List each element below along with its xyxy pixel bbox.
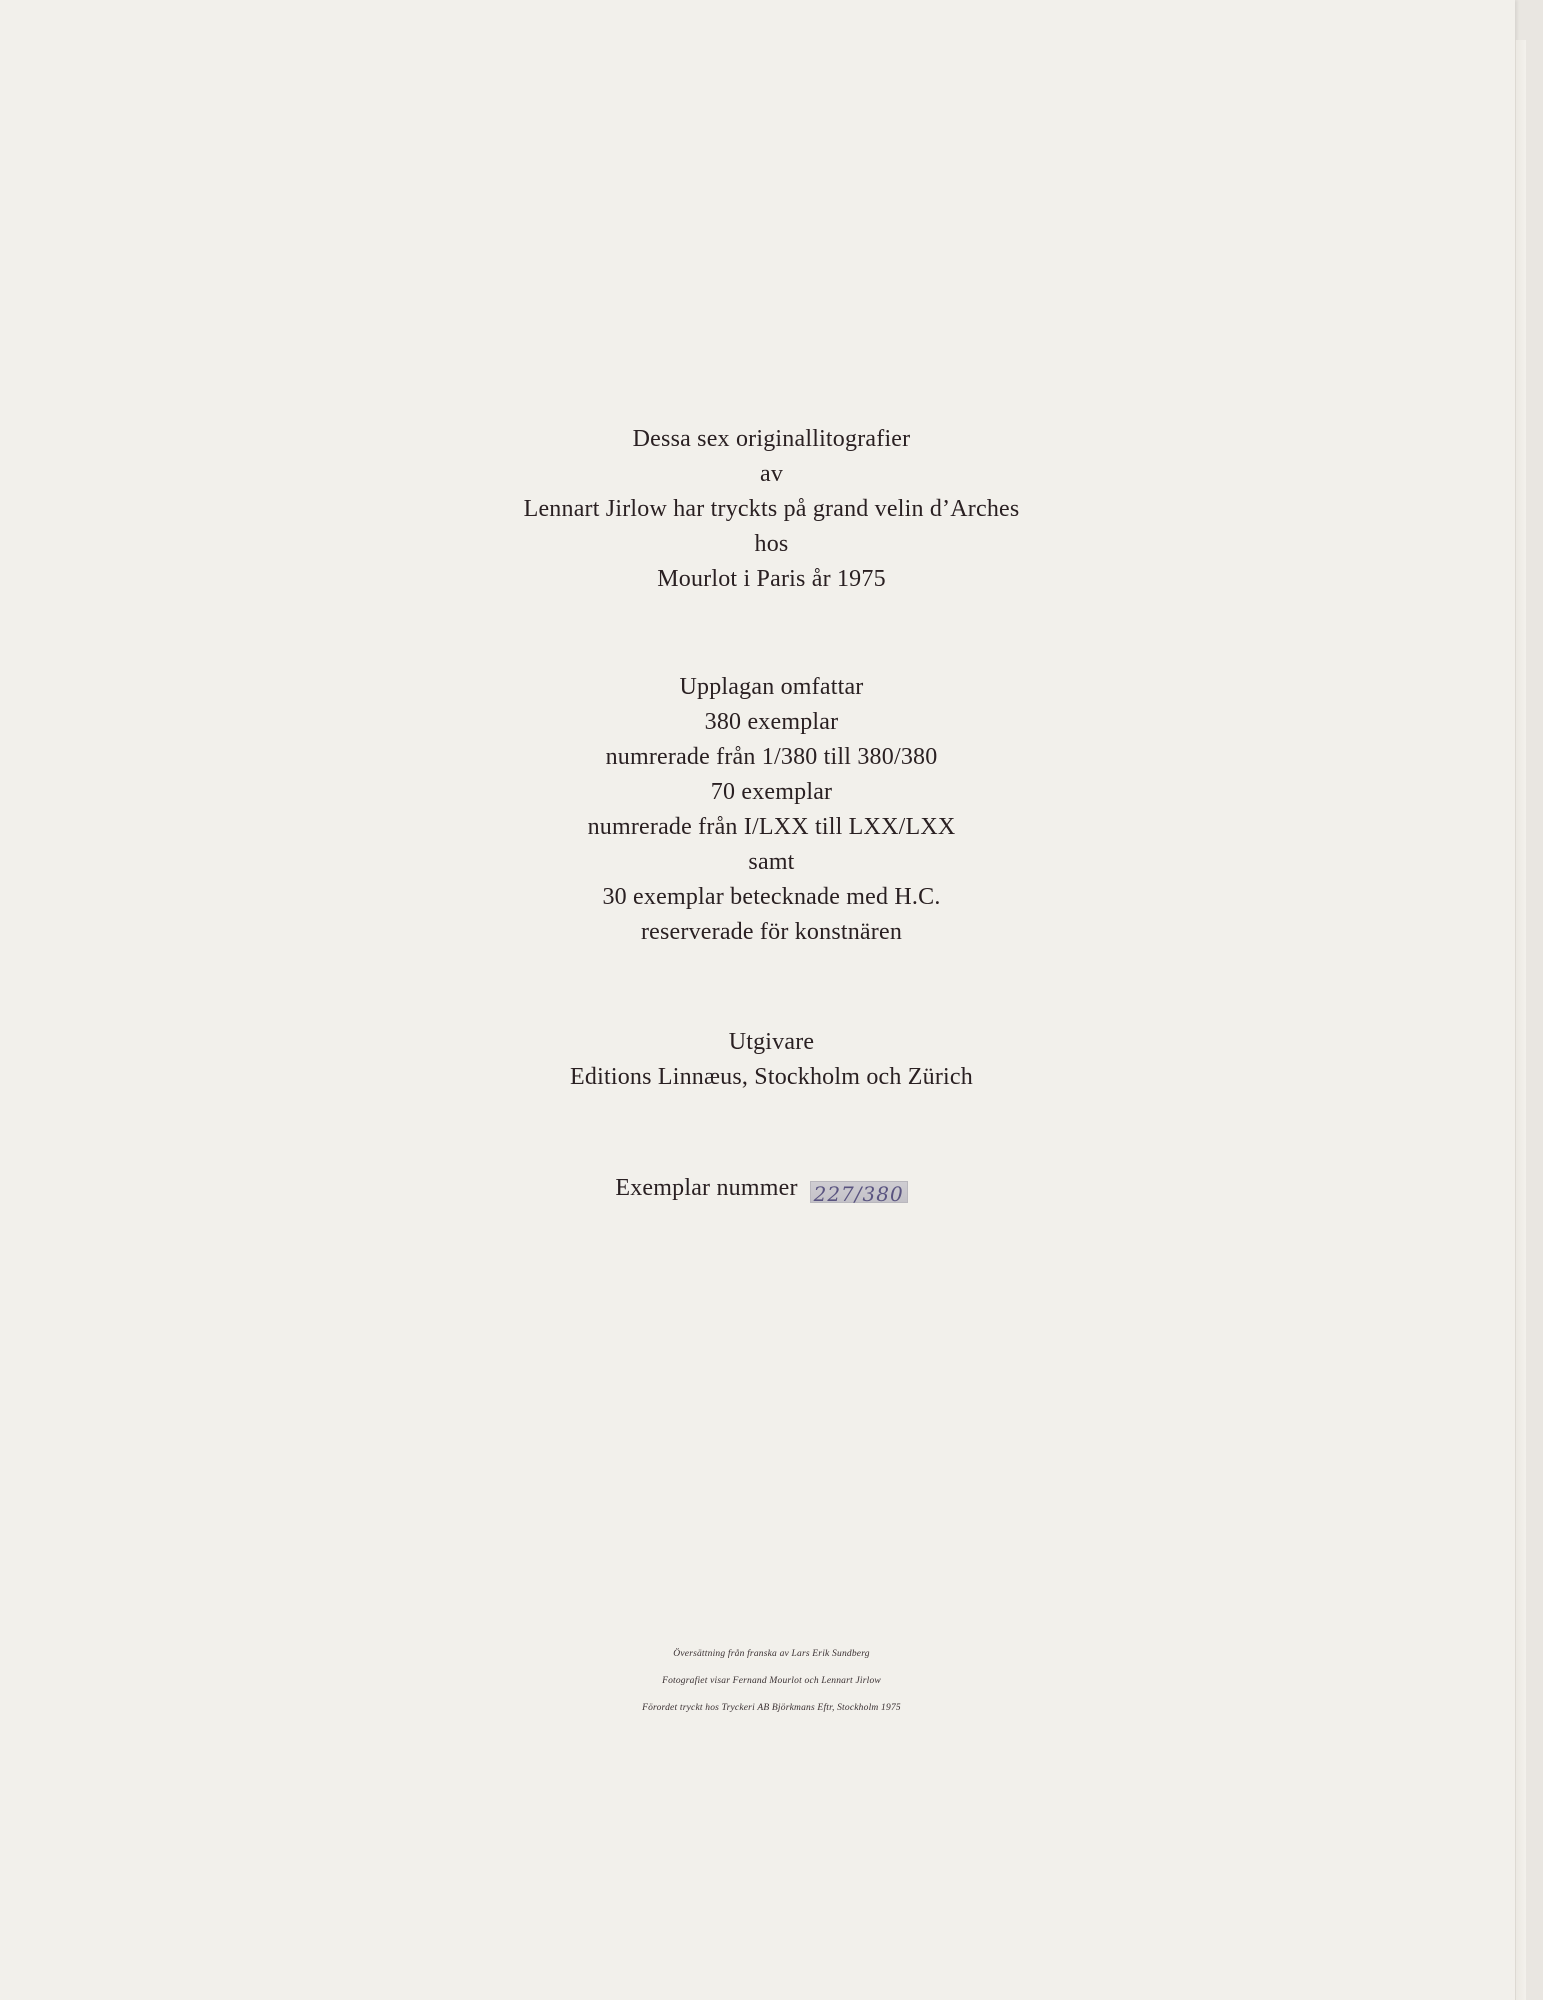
- edition-line: numrerade från I/LXX till LXX/LXX: [587, 814, 956, 840]
- intro-line: av: [759, 461, 784, 487]
- copy-number-label: Exemplar nummer: [615, 1175, 798, 1201]
- edition-line: 30 exemplar betecknade med H.C.: [602, 884, 941, 910]
- publisher-statement: [0, 1025, 1543, 1095]
- intro-line: Mourlot i Paris år 1975: [657, 566, 886, 592]
- edition-line: reserverade för konstnären: [640, 919, 903, 945]
- intro-line: Lennart Jirlow har tryckts på grand velin d’Arches: [523, 496, 1020, 522]
- publisher-name: Editions Linnæus, Stockholm och Zürich: [570, 1064, 973, 1090]
- credit-line: Förordet tryckt hos Tryckeri AB Björkmans Eftr, Stockholm 1975: [642, 1703, 901, 1713]
- edition-line: Upplagan omfattar: [679, 674, 864, 700]
- intro-line: Dessa sex originallitografier: [632, 426, 911, 452]
- handwritten-copy-number: 227/380: [813, 1181, 904, 1206]
- intro-line: hos: [754, 531, 789, 557]
- copy-number: [0, 1171, 1543, 1206]
- edition-line: 70 exemplar: [710, 779, 833, 805]
- copy-number-field: [810, 1181, 908, 1206]
- credits: [0, 1641, 1543, 1722]
- edition-line: samt: [748, 849, 795, 875]
- credit-line: Fotografiet visar Fernand Mourlot och Lennart Jirlow: [662, 1676, 881, 1686]
- publisher-heading: Utgivare: [728, 1029, 815, 1055]
- edition-line: 380 exemplar: [704, 709, 839, 735]
- edition-statement: [0, 670, 1543, 950]
- edition-line: numrerade från 1/380 till 380/380: [605, 744, 938, 770]
- credit-line: Översättning från franska av Lars Erik Sundberg: [673, 1649, 870, 1659]
- intro-statement: [0, 422, 1543, 597]
